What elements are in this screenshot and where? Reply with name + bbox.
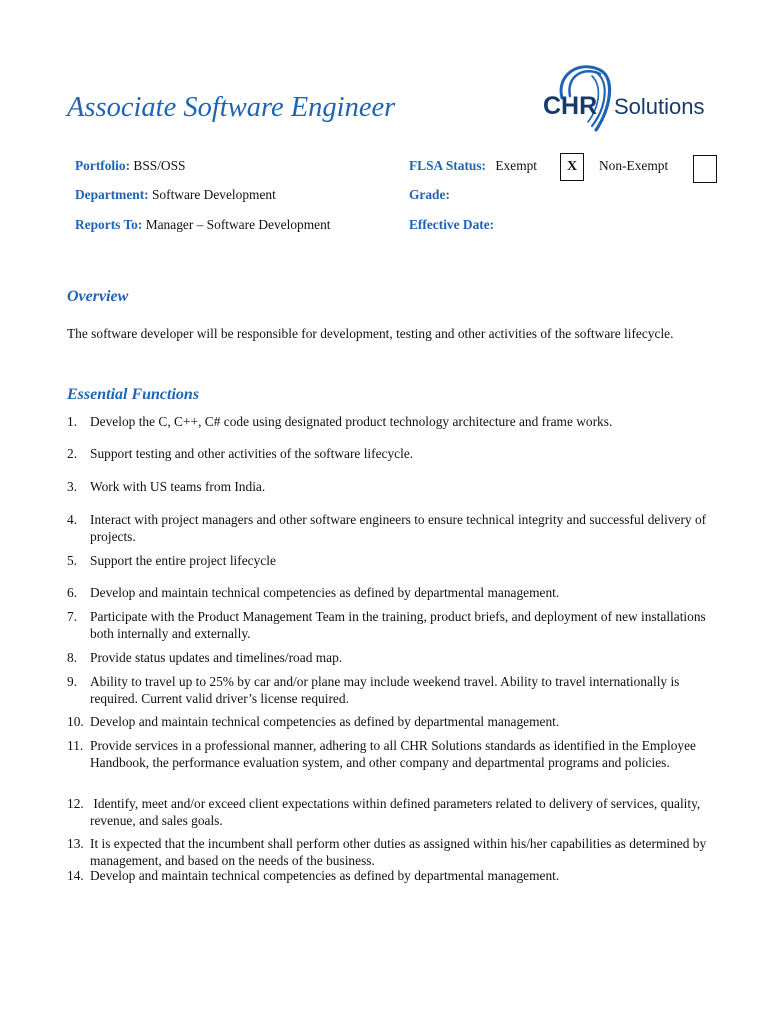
portfolio-row [75, 158, 186, 174]
function-item-3 [67, 479, 707, 496]
function-item-12 [67, 796, 707, 829]
function-item-5 [67, 553, 707, 570]
function-number: 5. [67, 553, 78, 568]
exempt-label: Exempt [495, 158, 538, 173]
reports-to-value: Manager – Software Development [145, 217, 331, 232]
function-number: 10. [67, 714, 84, 729]
function-number: 8. [67, 650, 78, 665]
reports-to-row [75, 217, 331, 233]
function-number: 7. [67, 609, 78, 624]
chr-solutions-logo [540, 60, 710, 140]
function-item-2 [67, 446, 707, 463]
page-title: Associate Software Engineer [67, 92, 396, 123]
function-item-7 [67, 609, 707, 642]
function-text: Develop and maintain technical competencies as defined by departmental management. [90, 868, 560, 883]
function-text: Participate with the Product Management Team in the training, product briefs, and deployment of new installations both internally and externally. [90, 609, 706, 641]
non-exempt-checkbox[interactable] [693, 155, 717, 183]
department-label: Department: [75, 187, 149, 202]
function-item-1 [67, 414, 707, 431]
function-item-11 [67, 738, 707, 771]
effective-date-label: Effective Date: [409, 217, 495, 232]
function-item-13 [67, 836, 707, 869]
grade-row [409, 187, 450, 203]
function-number: 1. [67, 414, 78, 429]
overview-heading: Overview [67, 288, 129, 305]
function-text: Work with US teams from India. [90, 479, 266, 494]
function-number: 6. [67, 585, 78, 600]
essential-functions-heading: Essential Functions [67, 386, 200, 403]
logo-chr-text: CHR [543, 92, 598, 120]
portfolio-label: Portfolio: [75, 158, 131, 173]
function-number: 2. [67, 446, 78, 461]
function-text: Develop the C, C++, C# code using designated product technology architecture and frame works. [90, 414, 613, 429]
function-number: 4. [67, 512, 78, 527]
function-text: Develop and maintain technical competencies as defined by departmental management. [90, 714, 560, 729]
department-value: Software Development [151, 187, 276, 202]
function-text: Provide status updates and timelines/road map. [90, 650, 343, 665]
function-text: It is expected that the incumbent shall perform other duties as assigned within his/her capabilities as determined by management, and based on the needs of the business. [90, 836, 707, 868]
effective-date-row [409, 217, 494, 233]
function-number: 14. [67, 868, 84, 883]
function-text: Support the entire project lifecycle [90, 553, 276, 568]
function-number: 12. [67, 796, 84, 811]
function-item-14 [67, 868, 707, 885]
flsa-row [409, 158, 537, 174]
function-text: Interact with project managers and other software engineers to ensure technical integrity and successful delivery of projects. [90, 512, 707, 544]
function-item-10 [67, 714, 707, 731]
function-text: Ability to travel up to 25% by car and/or plane may include weekend travel. Ability to travel internationally is required. Current valid driver’s license required. [90, 674, 680, 706]
non-exempt-label: Non-Exempt [599, 158, 669, 173]
function-text: Support testing and other activities of the software lifecycle. [90, 446, 414, 461]
department-row [75, 187, 276, 203]
function-text: Identify, meet and/or exceed client expectations within defined parameters related to delivery of services, quality, revenue, and sales goals. [90, 796, 704, 828]
flsa-label: FLSA Status: [409, 158, 487, 173]
function-number: 3. [67, 479, 78, 494]
function-text: Provide services in a professional manner, adhering to all CHR Solutions standards as identified in the Employee Handbook, the performance evaluation system, and other company and departmental programs and policies. [90, 738, 697, 770]
function-text: Develop and maintain technical competencies as defined by departmental management. [90, 585, 560, 600]
function-item-4 [67, 512, 707, 545]
logo-solutions-text: Solutions [614, 94, 705, 119]
portfolio-value: BSS/OSS [133, 158, 186, 173]
function-number: 11. [67, 738, 84, 753]
function-item-9 [67, 674, 707, 707]
function-item-6 [67, 585, 707, 602]
function-number: 13. [67, 836, 84, 851]
overview-text: The software developer will be responsible for development, testing and other activities of the software lifecycle. [67, 326, 674, 341]
function-number: 9. [67, 674, 78, 689]
function-item-8 [67, 650, 707, 667]
exempt-checkbox[interactable]: X [560, 153, 584, 181]
grade-label: Grade: [409, 187, 450, 202]
reports-to-label: Reports To: [75, 217, 143, 232]
